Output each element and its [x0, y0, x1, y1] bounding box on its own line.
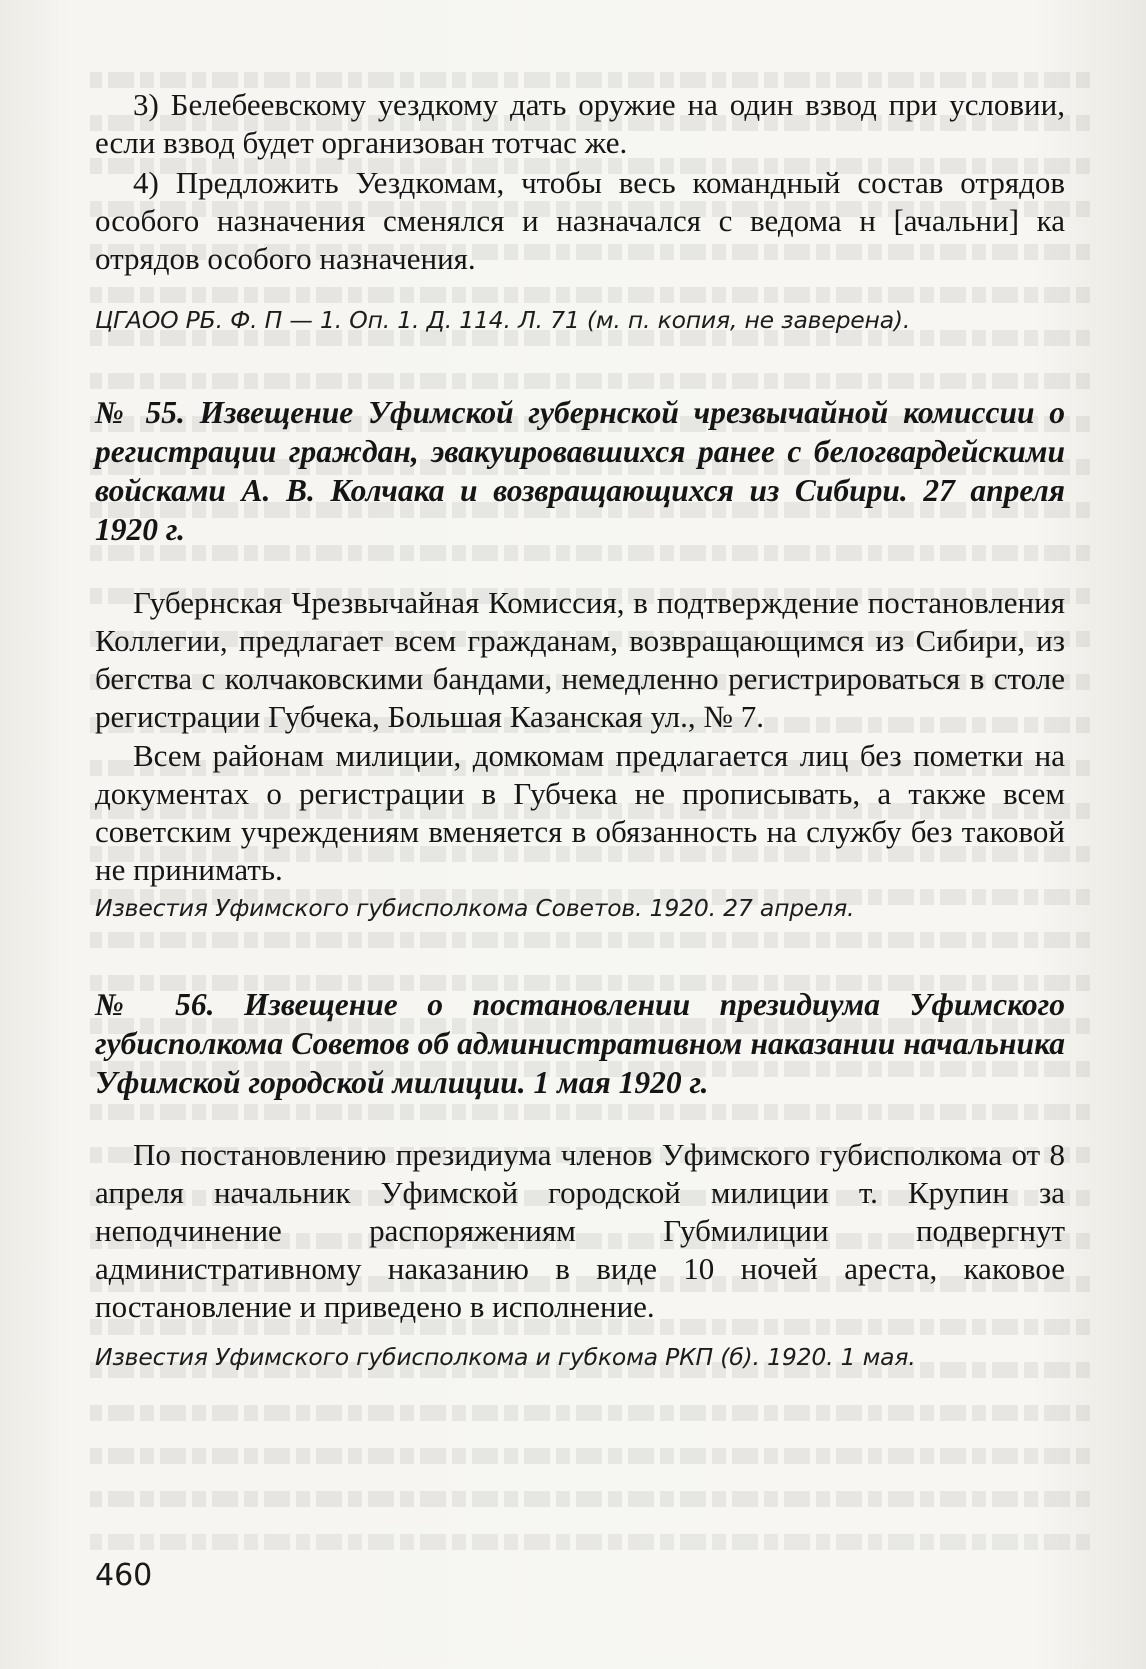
doc54-item-3: 3) Белебеевскому уездкому дать оружие на один взвод при условии, если взвод будет организован тотчас же.: [95, 87, 1065, 160]
doc56-paragraph-1: По постановлению президиума членов Уфимского губисполкома от 8 апреля начальник Уфимской городской милиции т. Крупин за неподчинение распоряжениям Губмилиции подвергнут административному наказанию в виде 10 ночей ареста, каковое постановление и приведено в исполнение.: [95, 1137, 1065, 1324]
doc55-paragraph-2: Всем районам милиции, домкомам предлагается лиц без пометки на документах о регистрации в Губчека не прописывать, а также всем советским учреждениям вменяется в обязанность на службу без таковой не принимать.: [95, 738, 1065, 887]
page-number: 460: [95, 1558, 153, 1593]
doc54-source-citation: ЦГАОО РБ. Ф. П — 1. Оп. 1. Д. 114. Л. 71 (м. п. копия, не заверена).: [95, 306, 911, 334]
doc55-source-citation: Известия Уфимского губисполкома Советов. 1920. 27 апреля.: [95, 894, 855, 922]
doc55-heading: № 55. Извещение Уфимской губернской чрезвычайной комиссии о регистрации граждан, эвакуировавшихся ранее с белогвардейскими войсками А. В. Колчака и возвращающихся из Сибири. 27 апреля 1920 г.: [95, 395, 1065, 547]
doc56-source-citation: Известия Уфимского губисполкома и губкома РКП (б). 1920. 1 мая.: [95, 1343, 916, 1371]
doc56-heading: № 56. Извещение о постановлении президиума Уфимского губисполкома Советов об административном наказании начальника Уфимской городской милиции. 1 мая 1920 г.: [95, 987, 1065, 1100]
doc54-item-4: 4) Предложить Уездкомам, чтобы весь командный состав отрядов особого назначения сменялся и назначался с ведома н [ачальни] ка отрядов особого назначения.: [95, 165, 1065, 276]
doc55-paragraph-1: Губернская Чрезвычайная Комиссия, в подтверждение постановления Коллегии, предлагает всем гражданам, возвращающимся из Сибири, из бегства с колчаковскими бандами, немедленно регистрироваться в столе регистрации Губчека, Большая Казанская ул., № 7.: [95, 585, 1065, 734]
